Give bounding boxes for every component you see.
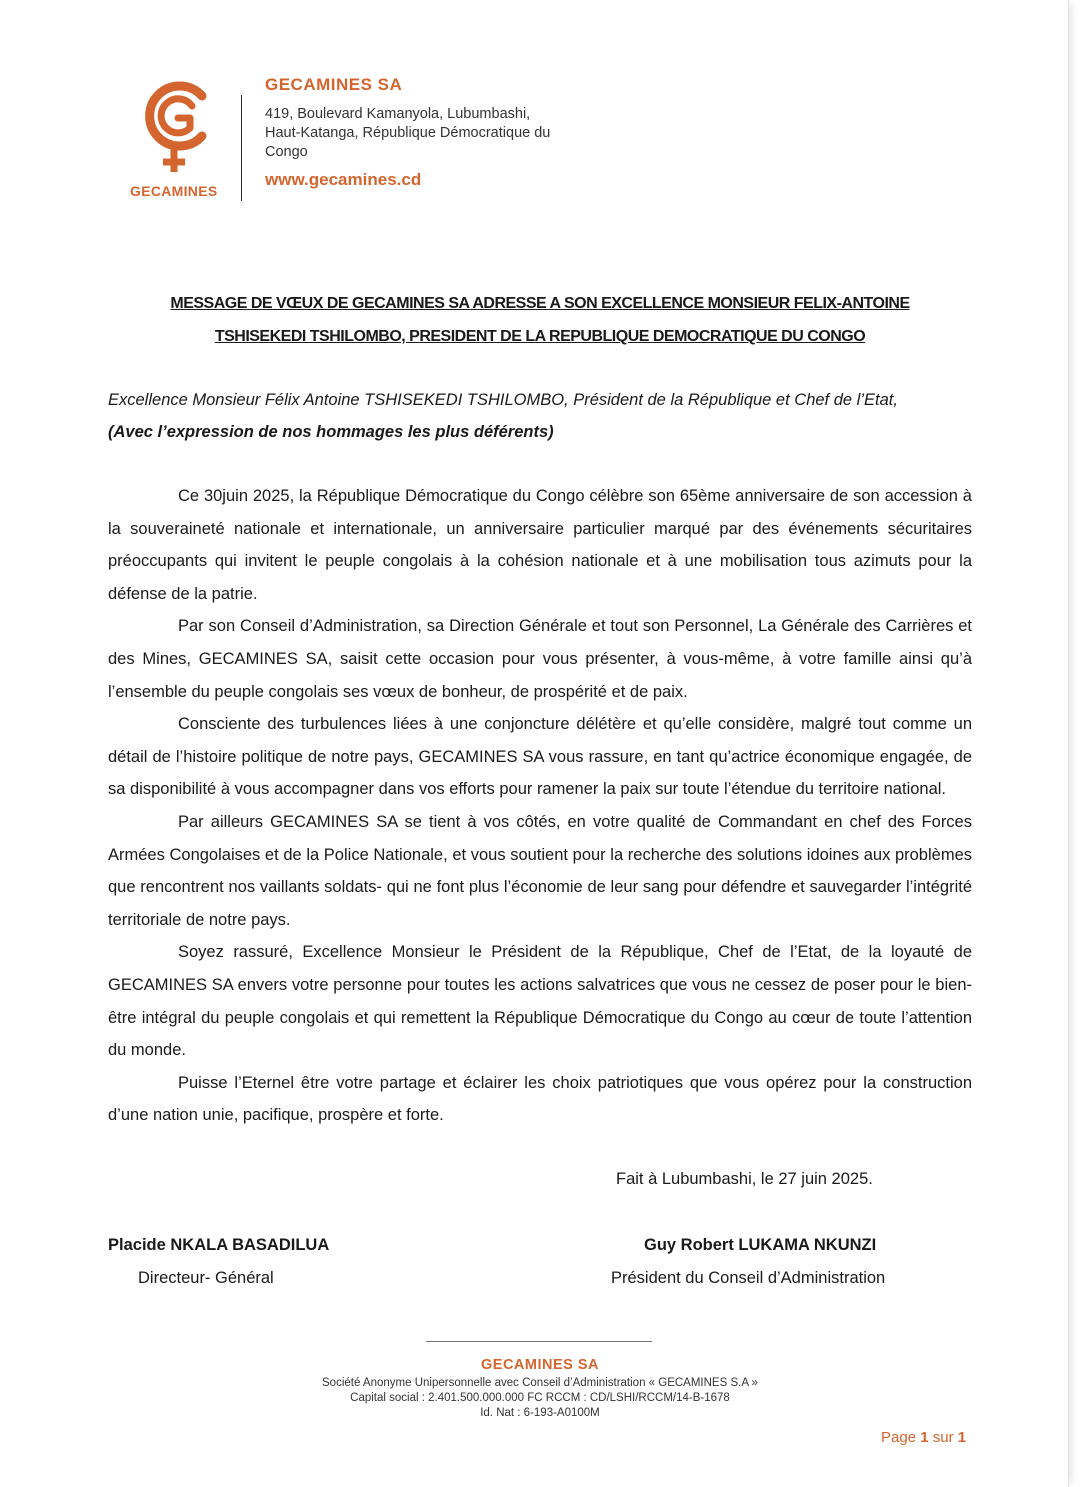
body-paragraph: Soyez rassuré, Excellence Monsieur le Président de la République, Chef de l’Etat, de la loyauté de GECAMINES SA envers votre personne pour toutes les actions salvatrices que vous ne cessez de poser pour le bien-être intégral du peuple congolais et qui remettent la République Démocratique du Congo au cœur de toute l’attention du monde.	[108, 943, 972, 1060]
company-logo	[128, 80, 228, 199]
footer	[240, 1357, 840, 1421]
address-line: Haut-Katanga, République Démocratique du	[265, 125, 551, 141]
footer-legal-line: Société Anonyme Unipersonnelle avec Conseil d’Administration « GECAMINES S.A »	[322, 1377, 758, 1389]
page-separator: sur	[932, 1429, 954, 1446]
page-total: 1	[957, 1429, 967, 1446]
signatory-role-right: Président du Conseil d’Administration	[611, 1269, 886, 1287]
letterhead	[128, 70, 688, 205]
page-number	[881, 1429, 966, 1446]
logo-wordmark: GECAMINES	[130, 183, 218, 199]
salutation-line: Excellence Monsieur Félix Antoine TSHISEKEDI TSHILOMBO, Président de la République et Chef de l’Etat,	[108, 391, 898, 409]
footer-id-line: Id. Nat : 6-193-A0100M	[480, 1407, 600, 1419]
company-name: GECAMINES SA	[265, 75, 403, 94]
page-prefix: Page	[881, 1429, 917, 1446]
body-paragraph: Puisse l’Eternel être votre partage et éclairer les choix patriotiques que vous opérez pour la construction d’une nation unie, pacifique, prospère et forte.	[108, 1073, 972, 1125]
body-paragraph: Par ailleurs GECAMINES SA se tient à vos côtés, en votre qualité de Commandant en chef des Forces Armées Congolaises et de la Police Nationale, et vous soutient pour la recherche des solutions idoines aux problèmes que rencontrent nos vaillants soldats- qui ne font plus l’économie de leur sang pour défendre et sauvegarder l’intégrité territoriale de notre pays.	[108, 812, 972, 929]
footer-company: GECAMINES SA	[481, 1357, 599, 1373]
salutation	[108, 384, 988, 448]
place-date: Fait à Lubumbashi, le 27 juin 2025.	[616, 1170, 873, 1188]
address-line: Congo	[265, 144, 308, 160]
footer-divider	[426, 1341, 652, 1342]
salutation-subline: (Avec l’expression de nos hommages les plus déférents)	[108, 423, 554, 441]
address-line: 419, Boulevard Kamanyola, Lubumbashi,	[265, 106, 531, 122]
title-line: TSHISEKEDI TSHILOMBO, PRESIDENT DE LA REPUBLIQUE DEMOCRATIQUE DU CONGO	[214, 328, 866, 345]
body-paragraph: Par son Conseil d’Administration, sa Direction Générale et tout son Personnel, La Générale des Carrières et des Mines, GECAMINES SA, saisit cette occasion pour vous présenter, à vous-même, à votre famille ainsi qu’à l’ensemble du peuple congolais ses vœux de bonheur, de prospérité et de paix.	[108, 617, 972, 701]
header-divider	[241, 95, 242, 201]
website-link[interactable]: www.gecamines.cd	[265, 170, 422, 189]
signatory-role-left: Directeur- Général	[138, 1269, 274, 1287]
document-title	[108, 287, 972, 353]
gecamines-logo-icon	[140, 80, 212, 180]
letter-body	[108, 480, 972, 1132]
company-address	[265, 105, 630, 162]
signatory-name-right: Guy Robert LUKAMA NKUNZI	[644, 1236, 877, 1254]
signatory-name-left: Placide NKALA BASADILUA	[108, 1236, 330, 1254]
footer-capital-line: Capital social : 2.401.500.000.000 FC RCCM : CD/LSHI/RCCM/14-B-1678	[350, 1392, 730, 1404]
page-current: 1	[920, 1429, 929, 1446]
body-paragraph: Ce 30juin 2025, la République Démocratique du Congo célèbre son 65ème anniversaire de son accession à la souveraineté nationale et internationale, un anniversaire particulier marqué par des événements sécuritaires préoccupants qui invitent le peuple congolais à la cohésion nationale et à une mobilisation tous azimuts pour la défense de la patrie.	[108, 487, 972, 603]
title-line: MESSAGE DE VŒUX DE GECAMINES SA ADRESSE A SON EXCELLENCE MONSIEUR FELIX-ANTOINE	[170, 295, 910, 312]
body-paragraph: Consciente des turbulences liées à une conjoncture délétère et qu’elle considère, malgré tout comme un détail de l’histoire politique de notre pays, GECAMINES SA vous rassure, en tant qu’actrice économique engagée, de sa disponibilité à vous accompagner dans vos efforts pour ramener la paix sur toute l’étendue du territoire national.	[108, 715, 972, 799]
